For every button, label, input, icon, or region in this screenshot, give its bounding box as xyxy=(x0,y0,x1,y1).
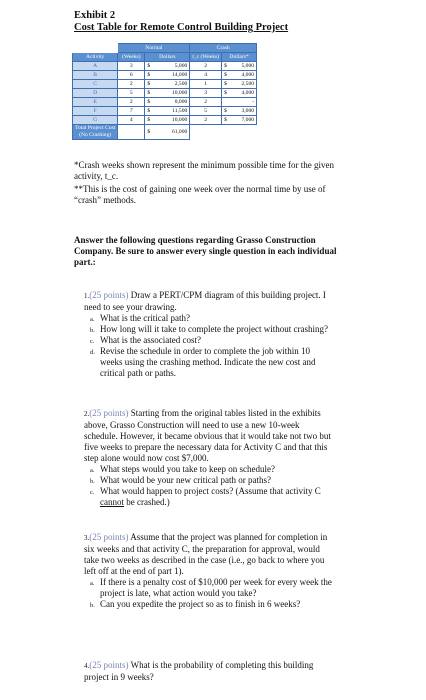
currency-symbol: $ xyxy=(147,117,151,123)
col-crash-weeks: t_c (Weeks) xyxy=(190,53,222,62)
crash-dollars-value: - xyxy=(252,99,255,105)
subquestion xyxy=(84,346,334,379)
currency-symbol: $ xyxy=(224,81,227,87)
normal-dollars-value: 11,500 xyxy=(172,108,188,114)
normal-weeks-cell: 5 xyxy=(118,89,145,98)
currency-symbol: $ xyxy=(224,72,227,78)
points-label: (25 points) xyxy=(89,408,129,418)
currency-symbol: $ xyxy=(147,90,151,96)
normal-group-header: Normal xyxy=(118,44,190,53)
normal-weeks-cell: 6 xyxy=(118,71,145,80)
points-label: (25 points) xyxy=(89,290,129,300)
currency-symbol: $ xyxy=(147,63,151,69)
normal-dollars-value: 10,000 xyxy=(171,90,188,96)
activity-cell: A xyxy=(73,62,118,71)
question-2-stem xyxy=(84,408,334,464)
normal-dollars-value: 5,000 xyxy=(174,63,188,69)
normal-dollars-value: 10,000 xyxy=(171,117,188,123)
crash-dollars-value: 4,000 xyxy=(241,72,255,78)
currency-symbol: $ xyxy=(224,63,227,69)
normal-dollars-cell xyxy=(145,98,190,107)
blank-header-cell xyxy=(73,44,118,53)
table-row xyxy=(73,107,257,116)
question-number: 1. xyxy=(84,292,90,300)
normal-weeks-cell: 2 xyxy=(118,98,145,107)
sub-text: What would happen to project costs? (Assume that activity C xyxy=(100,486,321,496)
normal-dollars-value: 2,500 xyxy=(174,81,188,87)
note-crash-cost: **This is the cost of gaining one week over the normal time by use of “crash” methods. xyxy=(74,184,326,205)
question-text: Draw a PERT/CPM diagram of this building project. I need to see your drawing. xyxy=(84,290,326,312)
table-row xyxy=(73,98,257,107)
question-number: 3. xyxy=(84,534,90,542)
underlined-word: cannot xyxy=(100,497,124,507)
normal-dollars-value: 8,000 xyxy=(174,99,188,105)
question-4 xyxy=(84,660,334,683)
col-normal-dollars: Dollars xyxy=(145,53,190,62)
question-3-stem xyxy=(84,532,334,577)
currency-symbol: $ xyxy=(224,117,227,123)
crash-dollars-cell xyxy=(222,89,257,98)
total-label-line2: (No Crashing) xyxy=(79,132,112,138)
currency-symbol: $ xyxy=(147,81,151,87)
question-1 xyxy=(84,290,334,379)
question-4-stem xyxy=(84,660,334,683)
exhibit-subtitle: Cost Table for Remote Control Building Project xyxy=(74,22,289,33)
total-row xyxy=(73,125,257,140)
total-value-cell xyxy=(145,125,190,140)
normal-weeks-cell: 4 xyxy=(118,116,145,125)
activity-cell: G xyxy=(73,116,118,125)
total-blank-cell xyxy=(118,125,145,140)
crash-dollars-value: 4,000 xyxy=(241,90,255,96)
normal-dollars-value: 14,000 xyxy=(171,72,188,78)
col-normal-weeks: (Weeks) xyxy=(118,53,145,62)
crash-dollars-value: 7,000 xyxy=(241,117,255,123)
activity-cell: D xyxy=(73,89,118,98)
total-label xyxy=(73,125,118,140)
crash-weeks-cell: 3 xyxy=(190,89,222,98)
currency-symbol: $ xyxy=(224,108,227,114)
question-3 xyxy=(84,532,334,610)
total-empty-cell xyxy=(190,125,222,140)
subquestion xyxy=(84,577,334,599)
points-label: (25 points) xyxy=(89,660,129,670)
sub-letter: a. xyxy=(90,467,95,474)
subquestion xyxy=(84,599,334,610)
activity-cell: E xyxy=(73,98,118,107)
currency-symbol: $ xyxy=(147,129,151,135)
table-row xyxy=(73,80,257,89)
question-number: 4. xyxy=(84,662,90,670)
question-number: 2. xyxy=(84,410,90,418)
question-text: What is the probability of completing this building project in 9 weeks? xyxy=(84,660,314,682)
sub-letter: b. xyxy=(90,478,95,485)
normal-dollars-cell xyxy=(145,71,190,80)
table-row xyxy=(73,89,257,98)
crash-dollars-value: 5,000 xyxy=(241,63,255,69)
sub-text: What steps would you take to keep on schedule? xyxy=(100,464,275,474)
crash-weeks-cell: 5 xyxy=(190,107,222,116)
points-label: (25 points) xyxy=(89,532,129,542)
sub-letter: b. xyxy=(90,327,95,334)
total-empty-cell xyxy=(222,125,257,140)
instructions: Answer the following questions regarding Grasso Construction Company. Be sure to answer every single question in each individual part.: xyxy=(74,235,337,267)
normal-dollars-cell xyxy=(145,62,190,71)
sub-letter: c. xyxy=(90,338,95,345)
crash-weeks-cell: 2 xyxy=(190,98,222,107)
subquestion xyxy=(84,324,334,335)
cost-table xyxy=(72,43,257,140)
currency-symbol: $ xyxy=(147,72,151,78)
crash-dollars-cell xyxy=(222,62,257,71)
table-row xyxy=(73,116,257,125)
normal-weeks-cell: 2 xyxy=(118,80,145,89)
crash-group-header: Crash xyxy=(190,44,257,53)
normal-dollars-cell xyxy=(145,107,190,116)
total-value: 61,000 xyxy=(171,129,188,135)
activity-cell: B xyxy=(73,71,118,80)
sub-text: How long will it take to complete the project without crashing? xyxy=(100,324,328,334)
currency-symbol: $ xyxy=(224,90,227,96)
crash-dollars-cell xyxy=(222,107,257,116)
currency-symbol: $ xyxy=(147,99,151,105)
subquestion xyxy=(84,335,334,346)
normal-weeks-cell: 3 xyxy=(118,62,145,71)
subquestion xyxy=(84,464,334,475)
normal-dollars-cell xyxy=(145,116,190,125)
sub-letter: a. xyxy=(90,580,95,587)
crash-weeks-cell: 2 xyxy=(190,116,222,125)
question-1-stem xyxy=(84,290,334,313)
subquestion xyxy=(84,475,334,486)
note-crash-weeks: *Crash weeks shown represent the minimum possible time for the given activity, t_c. xyxy=(74,160,334,181)
col-crash-dollars: Dollars* xyxy=(222,53,257,62)
sub-letter: b. xyxy=(90,602,95,609)
normal-weeks-cell: 7 xyxy=(118,107,145,116)
column-header-row xyxy=(73,53,257,62)
crash-dollars-cell xyxy=(222,80,257,89)
sub-letter: c. xyxy=(90,489,95,496)
currency-symbol: $ xyxy=(147,108,151,114)
table-row xyxy=(73,71,257,80)
question-text: Assume that the project was planned for completion in six weeks and that activity C, the preparation for approval, would take two weeks as described in the case (i.e., go back to where you left off at the end of part 1). xyxy=(84,532,328,576)
crash-dollars-value: 2,500 xyxy=(241,81,255,87)
sub-text: What would be your new critical path or paths? xyxy=(100,475,271,485)
total-label-line1: Total Project Cost xyxy=(75,125,116,131)
crash-weeks-cell: 4 xyxy=(190,71,222,80)
question-text: Starting from the original tables listed in the exhibits above, Grasso Construction will need to use a new 10-week schedule. However, it became obvious that it would take not two but five weeks to prepare the necessary data for Activity C and that this step alone would now cost $7,000. xyxy=(84,408,331,463)
subquestion xyxy=(84,486,334,508)
question-2 xyxy=(84,408,334,508)
activity-cell: F xyxy=(73,107,118,116)
sub-text: Can you expedite the project so as to finish in 6 weeks? xyxy=(100,599,301,609)
normal-dollars-cell xyxy=(145,89,190,98)
sub-text: If there is a penalty cost of $10,000 per week for every week the project is late, what action would you take? xyxy=(100,577,332,598)
normal-dollars-cell xyxy=(145,80,190,89)
activity-cell: C xyxy=(73,80,118,89)
sub-text: What is the associated cost? xyxy=(100,335,201,345)
col-activity: Activity xyxy=(73,53,118,62)
subquestion xyxy=(84,313,334,324)
crash-dollars-cell xyxy=(222,98,257,107)
table-row xyxy=(73,62,257,71)
crash-dollars-cell xyxy=(222,116,257,125)
sub-text: Revise the schedule in order to complete the job within 10 weeks using the crashing method. Indicate the new cost and critical path or paths. xyxy=(100,346,316,378)
crash-weeks-cell: 2 xyxy=(190,62,222,71)
crash-dollars-value: 3,000 xyxy=(241,108,255,114)
sub-letter: a. xyxy=(90,316,95,323)
sub-text: What is the critical path? xyxy=(100,313,190,323)
exhibit-title: Exhibit 2 xyxy=(74,10,116,21)
sub-text-after: be crashed.) xyxy=(124,497,170,507)
crash-dollars-cell xyxy=(222,71,257,80)
crash-weeks-cell: 1 xyxy=(190,80,222,89)
sub-letter: d. xyxy=(90,349,95,356)
group-header-row xyxy=(73,44,257,53)
